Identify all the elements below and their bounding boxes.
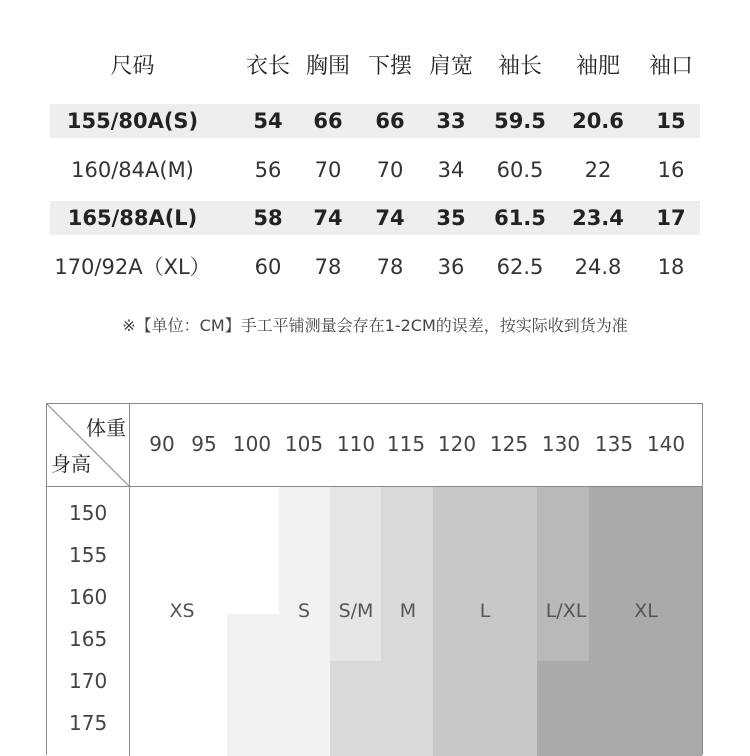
table-cell: 16 (657, 158, 685, 182)
table-cell: 56 (254, 158, 282, 182)
table-cell: 70 (376, 158, 404, 182)
table-cell: 60 (254, 255, 282, 279)
height-value: 155 (69, 543, 108, 567)
height-axis-label: 身高 (51, 452, 91, 476)
table-cell: 17 (656, 206, 686, 230)
table-cell: 160/84A(M) (71, 158, 194, 182)
table-row (50, 250, 700, 284)
table-cell: 66 (313, 109, 343, 133)
height-value: 175 (69, 711, 108, 735)
table-cell: 33 (436, 109, 466, 133)
table-cell: 35 (436, 206, 466, 230)
size-label-l: L (479, 600, 491, 622)
table-cell: 60.5 (496, 158, 544, 182)
table-cell: 74 (375, 206, 405, 230)
weight-value: 135 (594, 432, 634, 456)
table-cell: 155/80A(S) (66, 109, 199, 133)
size-region-s-low (227, 614, 279, 756)
table-cell: 34 (437, 158, 465, 182)
size-label-s: S (297, 600, 311, 622)
table-cell: 18 (657, 255, 685, 279)
header-shoulder: 肩宽 (428, 54, 473, 79)
height-value: 160 (69, 585, 108, 609)
header-sleeve-width: 袖肥 (575, 54, 620, 79)
weight-value: 130 (541, 432, 581, 456)
header-size: 尺码 (110, 54, 155, 79)
size-label-lxl: L/XL (545, 600, 587, 622)
height-value: 150 (69, 501, 108, 525)
size-region-sm (330, 487, 381, 661)
header-cuff: 袖口 (648, 54, 693, 79)
height-column (47, 487, 130, 756)
fit-chart (46, 403, 703, 755)
table-cell: 78 (314, 255, 342, 279)
weight-value: 115 (386, 432, 426, 456)
size-region-xl-low (537, 661, 589, 756)
header-chest: 胸围 (305, 54, 350, 79)
size-label-m: M (399, 600, 417, 622)
table-cell: 15 (656, 109, 686, 133)
height-value: 170 (69, 669, 108, 693)
weight-value: 140 (646, 432, 686, 456)
size-region-lxl (537, 487, 589, 661)
weight-value: 105 (284, 432, 324, 456)
weight-axis-label: 体重 (86, 416, 126, 440)
table-cell: 54 (253, 109, 283, 133)
weight-value: 125 (489, 432, 529, 456)
table-cell: 61.5 (494, 206, 546, 230)
size-region-m-low (330, 661, 381, 756)
table-cell: 62.5 (496, 255, 544, 279)
table-cell: 74 (313, 206, 343, 230)
table-cell: 24.8 (574, 255, 622, 279)
table-row (50, 153, 700, 187)
table-row (50, 104, 700, 138)
table-cell: 170/92A（XL） (54, 255, 211, 279)
table-cell: 70 (314, 158, 342, 182)
size-label-xl: XL (634, 600, 658, 622)
table-cell: 165/88A(L) (67, 206, 198, 230)
size-label-sm: S/M (338, 600, 374, 622)
weight-value: 90 (149, 432, 175, 456)
table-cell: 36 (437, 255, 465, 279)
fit-chart-corner (47, 404, 130, 487)
table-cell: 23.4 (572, 206, 624, 230)
table-row (50, 201, 700, 235)
table-cell: 66 (375, 109, 405, 133)
weight-value: 95 (191, 432, 217, 456)
table-header (50, 50, 700, 84)
table-cell: 20.6 (572, 109, 624, 133)
table-cell: 58 (253, 206, 283, 230)
table-cell: 78 (376, 255, 404, 279)
height-value: 165 (69, 627, 108, 651)
table-cell: 59.5 (494, 109, 546, 133)
weight-value: 120 (437, 432, 477, 456)
weight-value: 110 (336, 432, 376, 456)
table-cell: 22 (584, 158, 612, 182)
weight-header (130, 404, 702, 487)
measurement-note: ※【单位：CM】手工平铺测量会存在1-2CM的误差，按实际收到货为准 (122, 316, 628, 335)
header-hem: 下摆 (367, 54, 412, 79)
header-sleeve-length: 袖长 (497, 54, 542, 79)
size-label-xs: XS (169, 600, 195, 622)
header-length: 衣长 (245, 54, 290, 79)
weight-value: 100 (232, 432, 272, 456)
